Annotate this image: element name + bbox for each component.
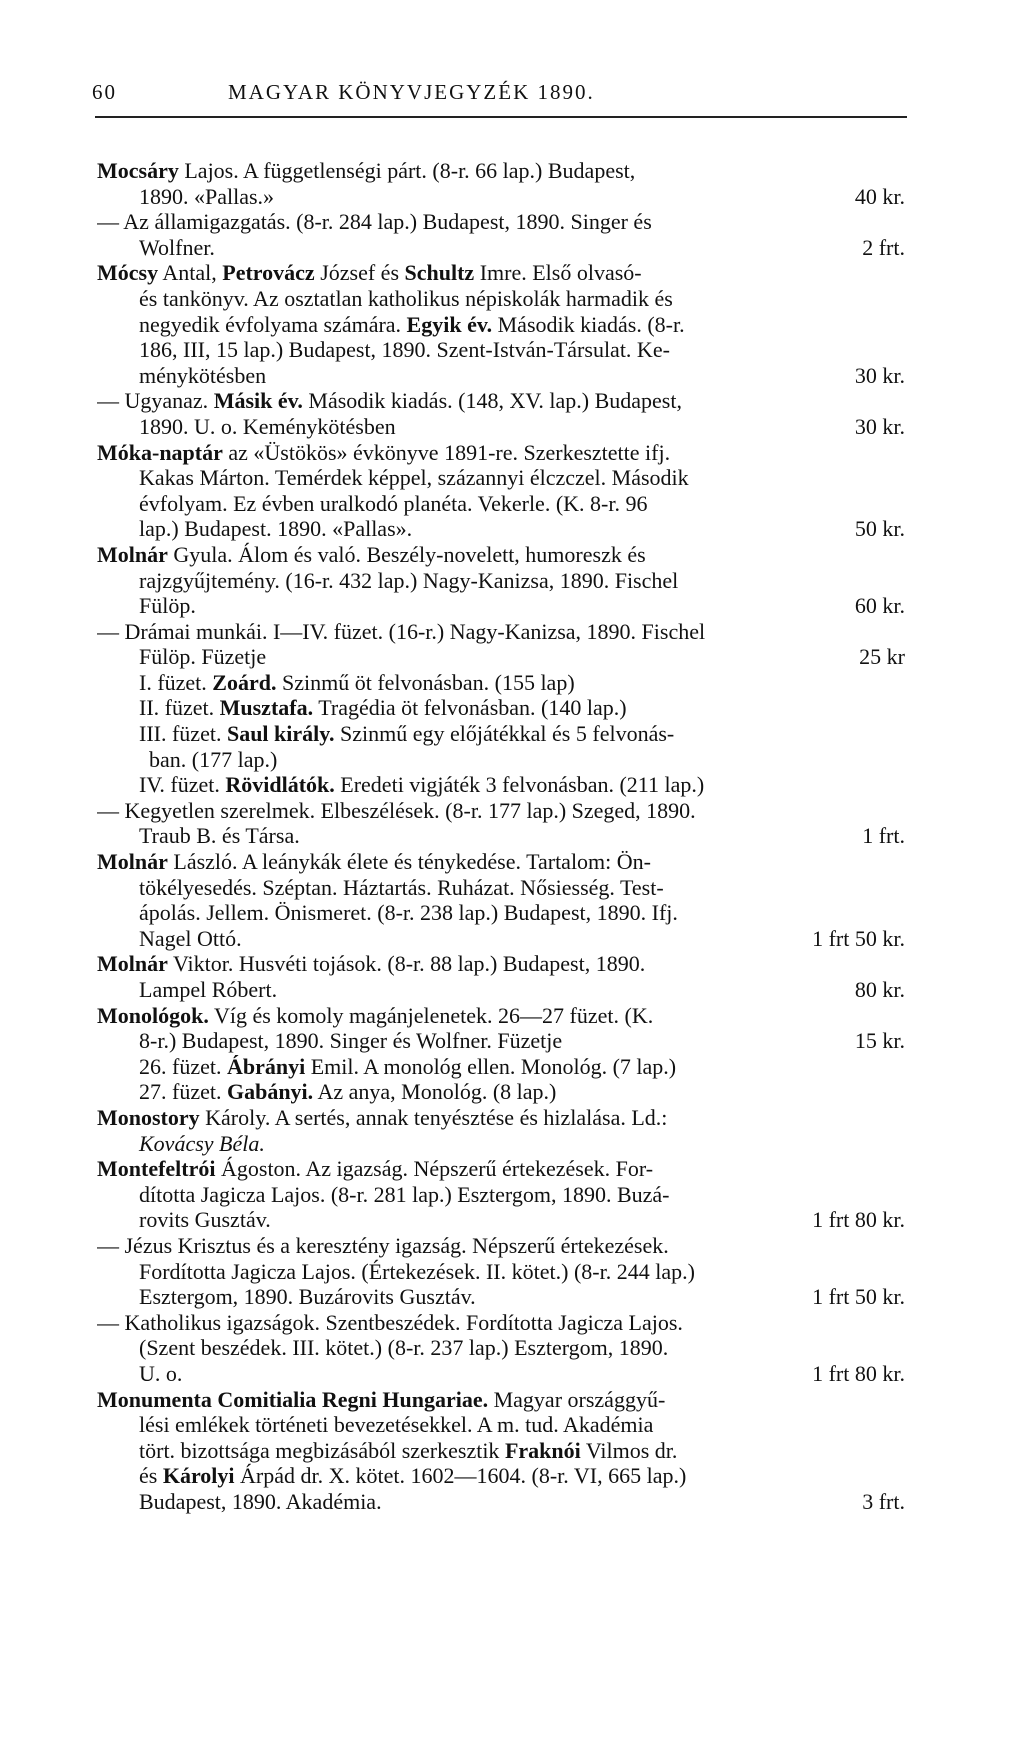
line-text (139, 184, 274, 210)
entry-text: Esztergom, 1890. Buzárovits Gusztáv. (139, 1284, 476, 1310)
catalog-line (97, 823, 905, 849)
line-text (139, 337, 670, 363)
entry-text: Emil. A monológ ellen. Monológ. (7 lap.) (305, 1053, 677, 1079)
entry-heading: Gabányi. (226, 1079, 314, 1105)
entry-text: tökélyesedés. Széptan. Háztartás. Ruházat. Nősiesség. Test- (139, 874, 664, 900)
entry-text: 26. füzet. (139, 1053, 227, 1079)
catalog-line (97, 465, 905, 491)
catalog-line (97, 670, 905, 696)
catalog-line (97, 798, 905, 824)
line-text (139, 1489, 382, 1515)
line-text (139, 1054, 676, 1080)
line-text (139, 772, 704, 798)
catalog-line (97, 1438, 905, 1464)
entry-text: 1890. «Pallas.» (139, 183, 275, 209)
catalog-line (97, 1233, 905, 1259)
catalog-line (97, 1387, 905, 1413)
header-rule (95, 116, 907, 118)
entry-text: tört. bizottsága megbizásából szerkesztik (139, 1437, 505, 1463)
entry-text: — Katholikus igazságok. Szentbeszédek. Fordította Jagicza Lajos. (97, 1309, 683, 1335)
entry-heading: Saul király. (226, 721, 335, 747)
catalog-body (97, 158, 905, 1514)
line-text (139, 1207, 271, 1233)
entry-text: Ágoston. Az igazság. Népszerű értekezések. For- (215, 1156, 654, 1182)
line-text (97, 158, 635, 184)
catalog-line (97, 1463, 905, 1489)
entry-text: és tankönyv. Az osztatlan katholikus népiskolák harmadik és (139, 285, 673, 311)
entry-text: 27. füzet. (139, 1079, 227, 1105)
entry-text: 1890. U. o. Keménykötésben (139, 413, 396, 439)
line-text (139, 414, 396, 440)
entry-heading: Egyik év. (406, 311, 493, 337)
catalog-line (97, 951, 905, 977)
price: 40 kr. (854, 183, 905, 209)
entry-heading: Mocsáry (97, 158, 179, 183)
line-text (97, 260, 642, 286)
price: 30 kr. (854, 362, 905, 388)
catalog-line (97, 568, 905, 594)
entry-text: Gyula. Álom és való. Beszély-novelett, humoreszk és (167, 541, 646, 567)
catalog-line (97, 1003, 905, 1029)
catalog-line (97, 900, 905, 926)
catalog-line (97, 926, 905, 952)
line-text (139, 1079, 556, 1105)
catalog-line (97, 1105, 905, 1131)
entry-heading: Másik év. (213, 388, 303, 414)
entry-text: az «Üstökös» évkönyve 1891-re. Szerkesztette ifj. (222, 439, 671, 465)
catalog-line (97, 1412, 905, 1438)
entry-text: — Kegyetlen szerelmek. Elbeszélések. (8-r. 177 lap.) Szeged, 1890. (97, 797, 696, 823)
catalog-line (97, 1054, 905, 1080)
line-text (97, 619, 705, 645)
catalog-line (97, 1489, 905, 1515)
entry-text: Magyar országgyű- (488, 1386, 666, 1412)
line-text (139, 977, 277, 1003)
catalog-line (97, 491, 905, 517)
line-text (139, 900, 678, 926)
catalog-line (97, 184, 905, 210)
catalog-line (97, 772, 905, 798)
catalog-line (97, 286, 905, 312)
entry-heading: Petrovácz (222, 260, 315, 286)
price: 15 kr. (854, 1028, 905, 1054)
entry-text: Fordította Jagicza Lajos. (Értekezések. II. kötet.) (8-r. 244 lap.) (139, 1258, 695, 1284)
catalog-line (97, 388, 905, 414)
line-text (139, 1028, 562, 1054)
line-text (139, 670, 575, 696)
line-text (97, 1387, 665, 1413)
entry-heading: Fraknói (504, 1437, 581, 1463)
entry-heading: Montefeltrói (97, 1156, 216, 1182)
catalog-line (97, 721, 905, 747)
line-text (139, 593, 196, 619)
entry-text: Második kiadás. (148, XV. lap.) Budapest, (302, 388, 682, 414)
entry-text: Károly. A sertés, annak tenyésztése és hizlalása. Ld.: (199, 1104, 668, 1130)
catalog-line (97, 875, 905, 901)
price: 60 kr. (854, 593, 905, 619)
entry-text: évfolyam. Ez évben uralkodó planéta. Vekerle. (K. 8-r. 96 (139, 490, 648, 516)
line-text (139, 1335, 668, 1361)
price: 2 frt. (862, 234, 905, 260)
price: 80 kr. (854, 977, 905, 1002)
line-text (97, 849, 651, 875)
entry-text: ban. (177 lap.) (149, 746, 278, 772)
entry-heading: Schultz (404, 260, 475, 286)
catalog-line (97, 644, 905, 670)
line-text (139, 516, 412, 542)
entry-text: Lampel Róbert. (139, 977, 278, 1002)
catalog-line (97, 1079, 905, 1105)
entry-heading: Molnár (97, 951, 168, 977)
catalog-line (97, 1131, 905, 1157)
catalog-line (97, 1335, 905, 1361)
entry-heading: Zoárd. (212, 669, 277, 695)
catalog-line (97, 235, 905, 261)
catalog-line (97, 1310, 905, 1336)
catalog-line (97, 158, 905, 184)
entry-text: — Az államigazgatás. (8-r. 284 lap.) Budapest, 1890. Singer és (97, 209, 652, 235)
line-text (139, 1182, 670, 1208)
entry-text: — Ugyanaz. (97, 388, 214, 414)
entry-text: Víg és komoly magánjelenetek. 26—27 füzet. (K. (208, 1002, 654, 1028)
line-text (97, 798, 696, 824)
line-text (139, 823, 300, 849)
entry-text: Kakas Márton. Temérdek képpel, százannyi élczczel. Második (139, 465, 689, 491)
entry-heading: Musztafa. (219, 695, 314, 721)
entry-text: negyedik évfolyama számára. (139, 311, 407, 337)
catalog-line (97, 593, 905, 619)
cross-reference: Kovácsy Béla. (139, 1130, 265, 1156)
entry-text: Fülöp. Füzetje (139, 644, 267, 670)
entry-text: (Szent beszédek. III. kötet.) (8-r. 237 lap.) Esztergom, 1890. (139, 1335, 669, 1361)
catalog-line (97, 312, 905, 338)
entry-text: U. o. (139, 1360, 183, 1386)
entry-heading: Mócsy (97, 260, 159, 286)
catalog-line (97, 516, 905, 542)
entry-text: Viktor. Husvéti tojások. (8-r. 88 lap.) Budapest, 1890. (167, 951, 646, 977)
line-text (139, 312, 685, 338)
running-title: MAGYAR KÖNYVJEGYZÉK 1890. (228, 80, 595, 104)
line-text (139, 465, 689, 491)
line-text (139, 644, 266, 670)
line-text (97, 440, 670, 466)
line-text (139, 1361, 182, 1387)
catalog-line (97, 1259, 905, 1285)
entry-text: Az anya, Monológ. (8 lap.) (313, 1079, 557, 1105)
catalog-line (97, 363, 905, 389)
entry-text: III. füzet. (139, 721, 227, 747)
line-text (139, 1131, 265, 1157)
price: 1 frt 80 kr. (812, 1360, 905, 1386)
line-text (97, 388, 682, 414)
entry-text: Árpád dr. X. kötet. 1602—1604. (8-r. VI, 665 lap.) (234, 1463, 687, 1489)
catalog-line (97, 1156, 905, 1182)
entry-text: Lajos. A függetlenségi párt. (8-r. 66 lap.) Budapest, (178, 158, 636, 183)
entry-text: József és (314, 260, 405, 286)
entry-heading: Molnár (97, 541, 168, 567)
entry-heading: Monológok. (97, 1002, 209, 1028)
entry-text: — Jézus Krisztus és a keresztény igazság. Népszerű értekezések. (97, 1232, 669, 1258)
entry-text: László. A leánykák élete és ténykedése. Tartalom: Ön- (167, 849, 651, 875)
catalog-line (97, 977, 905, 1003)
catalog-line (97, 619, 905, 645)
entry-text: Szinmű öt felvonásban. (155 lap) (276, 669, 575, 695)
entry-text: Fülöp. (139, 593, 196, 619)
catalog-line (97, 260, 905, 286)
catalog-line (97, 209, 905, 235)
entry-text: Második kiadás. (8-r. (492, 311, 685, 337)
entry-text: IV. füzet. (139, 772, 226, 798)
entry-text: lap.) Budapest. 1890. «Pallas». (139, 516, 413, 542)
entry-heading: Rövidlátók. (225, 772, 335, 798)
line-text (97, 1105, 667, 1131)
entry-text: Eredeti vigjáték 3 felvonásban. (211 lap.) (334, 772, 705, 798)
catalog-line (97, 1284, 905, 1310)
line-text (139, 568, 678, 594)
entry-text: Nagel Ottó. (139, 925, 242, 951)
catalog-line (97, 1207, 905, 1233)
entry-text: Wolfner. (139, 234, 215, 260)
price: 50 kr. (854, 516, 905, 542)
catalog-line (97, 1028, 905, 1054)
entry-text: Szinmű egy előjátékkal és 5 felvonás- (334, 721, 675, 747)
entry-text: 8-r.) Budapest, 1890. Singer és Wolfner. Füzetje (139, 1028, 563, 1054)
line-text (97, 1310, 683, 1336)
line-text (149, 747, 277, 773)
catalog-line (97, 542, 905, 568)
entry-heading: Károlyi (162, 1463, 235, 1489)
line-text (139, 695, 627, 721)
price: 3 frt. (862, 1488, 905, 1514)
line-text (139, 721, 674, 747)
entry-text: 186, III, 15 lap.) Budapest, 1890. Szent-István-Társulat. Ke- (139, 337, 670, 363)
price: 1 frt 50 kr. (812, 1284, 905, 1310)
catalog-line (97, 414, 905, 440)
line-text (139, 363, 266, 389)
catalog-line (97, 1361, 905, 1387)
entry-text: dította Jagicza Lajos. (8-r. 281 lap.) Esztergom, 1890. Buzá- (139, 1181, 670, 1207)
line-text (139, 1284, 476, 1310)
price: 30 kr. (854, 413, 905, 439)
entry-text: rovits Gusztáv. (139, 1207, 271, 1233)
catalog-line (97, 440, 905, 466)
entry-heading: Ábrányi (226, 1053, 306, 1079)
catalog-line (97, 695, 905, 721)
entry-text: Traub B. és Társa. (139, 823, 300, 849)
entry-text: Budapest, 1890. Akadémia. (139, 1488, 382, 1514)
line-text (139, 286, 673, 312)
entry-text: Imre. Első olvasó- (474, 260, 642, 286)
entry-text: Vilmos dr. (580, 1437, 678, 1463)
entry-text: lési emlékek történeti bevezetésekkel. A m. tud. Akadémia (139, 1412, 654, 1438)
line-text (139, 926, 242, 952)
line-text (97, 1156, 653, 1182)
entry-text: Antal, (158, 260, 223, 286)
catalog-line (97, 337, 905, 363)
line-text (139, 491, 647, 517)
line-text (139, 1438, 677, 1464)
catalog-line (97, 849, 905, 875)
line-text (97, 951, 645, 977)
line-text (97, 1003, 653, 1029)
price: 1 frt. (862, 823, 905, 849)
line-text (97, 209, 652, 235)
line-text (139, 1259, 695, 1285)
entry-text: rajzgyűjtemény. (16-r. 432 lap.) Nagy-Kanizsa, 1890. Fischel (139, 567, 679, 593)
line-text (139, 875, 664, 901)
page-number: 60 (92, 80, 117, 104)
line-text (139, 235, 215, 261)
entry-heading: Monumenta Comitialia Regni Hungariae. (97, 1386, 489, 1412)
entry-text: ménykötésben (139, 362, 267, 388)
entry-heading: Móka-naptár (97, 439, 223, 465)
entry-text: — Drámai munkái. I—IV. füzet. (16-r.) Nagy-Kanizsa, 1890. Fischel (97, 618, 706, 644)
price: 1 frt 50 kr. (812, 925, 905, 951)
line-text (97, 542, 646, 568)
entry-text: I. füzet. (139, 669, 213, 695)
entry-heading: Monostory (97, 1104, 200, 1130)
entry-text: ápolás. Jellem. Önismeret. (8-r. 238 lap.) Budapest, 1890. Ifj. (139, 900, 678, 926)
catalog-line (97, 1182, 905, 1208)
catalog-line (97, 747, 905, 773)
line-text (139, 1412, 653, 1438)
line-text (97, 1233, 669, 1259)
price: 25 kr (859, 644, 905, 670)
entry-text: és (139, 1463, 163, 1489)
line-text (139, 1463, 686, 1489)
entry-heading: Molnár (97, 849, 168, 875)
price: 1 frt 80 kr. (812, 1207, 905, 1233)
entry-text: Tragédia öt felvonásban. (140 lap.) (313, 695, 627, 721)
entry-text: II. füzet. (139, 695, 220, 721)
